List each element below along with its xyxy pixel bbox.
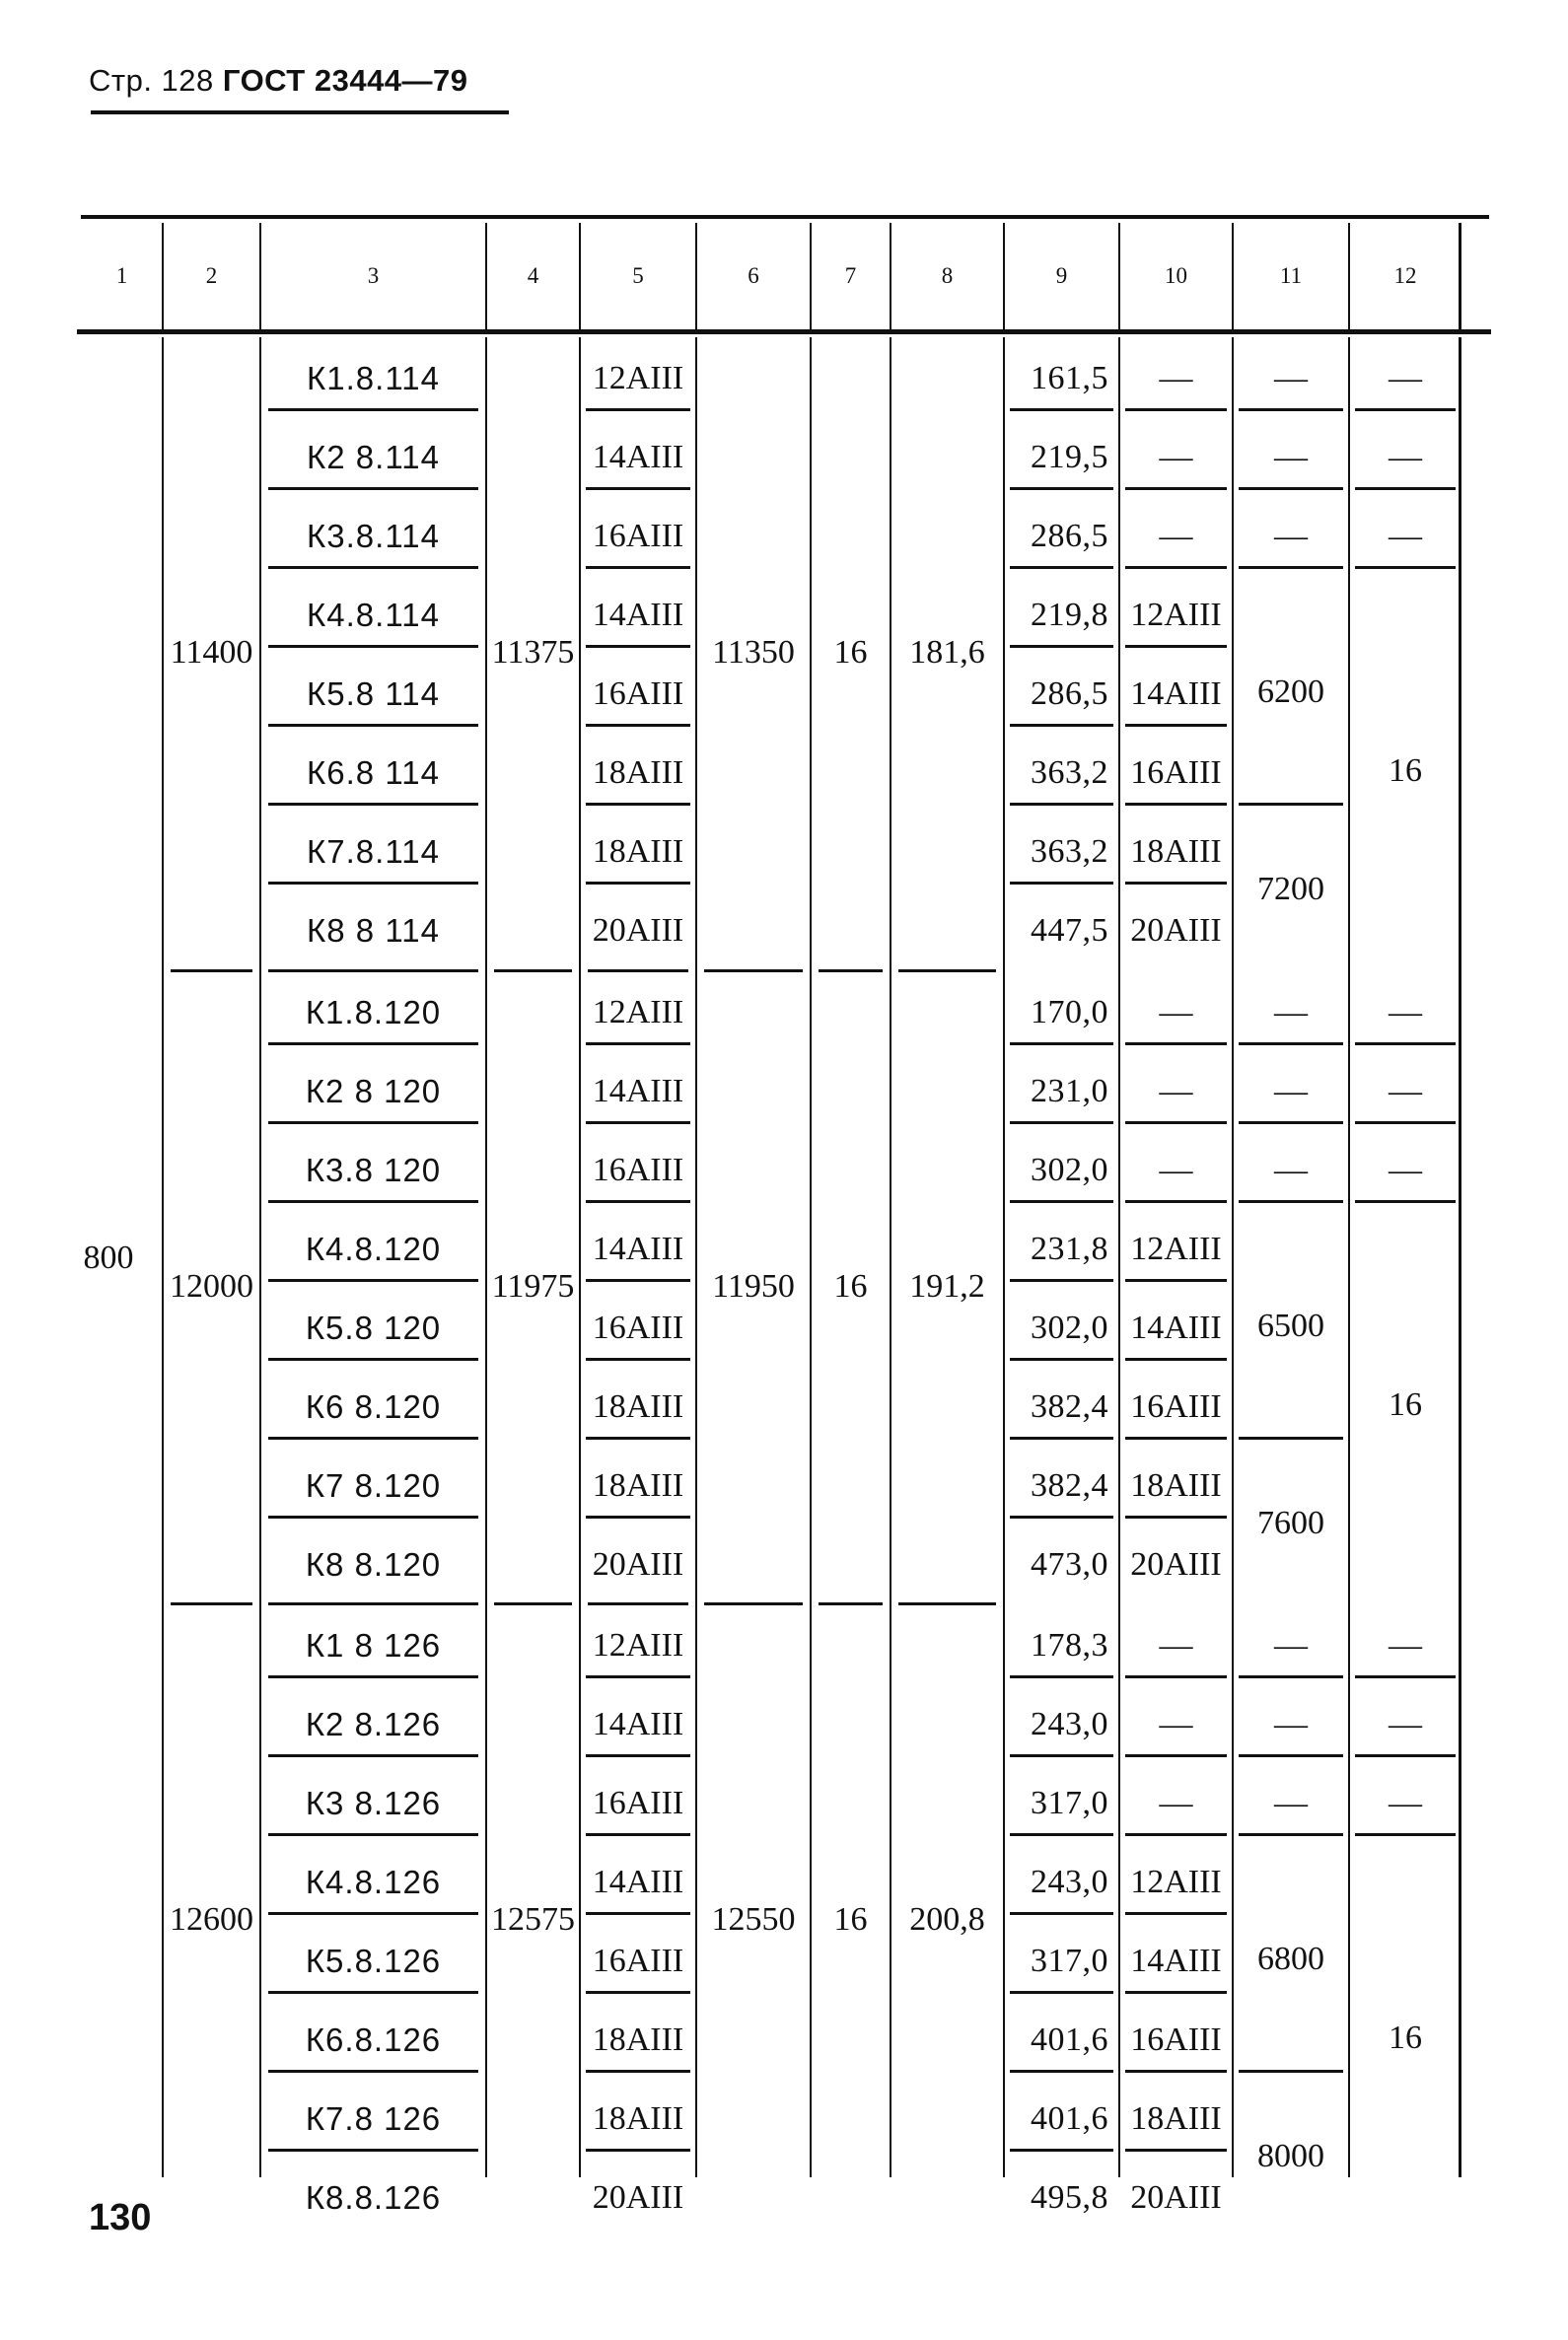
col9-value: 219,8 — [1031, 597, 1108, 633]
col10-value: 16АIII — [1130, 1388, 1222, 1425]
group-separator — [898, 1602, 996, 1605]
row-separator — [268, 566, 478, 569]
col12-value: — — [1389, 439, 1422, 475]
row-separator — [1355, 1121, 1456, 1124]
col10-value: — — [1159, 360, 1193, 396]
row-separator — [1239, 566, 1343, 569]
col11-value: 7200 — [1257, 871, 1324, 907]
col10-value: 16АIII — [1130, 2021, 1222, 2058]
row-separator — [586, 1042, 690, 1045]
row-separator — [1010, 1754, 1113, 1757]
col7-value: 16 — [833, 1268, 868, 1305]
row-separator — [1010, 2149, 1113, 2152]
col10-value: 12АIII — [1130, 1231, 1222, 1267]
row-separator — [1125, 566, 1227, 569]
row-separator — [1355, 1754, 1456, 1757]
row-separator — [586, 1675, 690, 1678]
col9-value: 363,2 — [1031, 833, 1108, 870]
element-code: К6.8 114 — [307, 754, 440, 791]
row-separator — [268, 1121, 478, 1124]
col11-value: 6800 — [1257, 1941, 1324, 1977]
row-separator — [268, 882, 478, 885]
col5-value: 20АIII — [592, 1546, 684, 1583]
column-header-3: 3 — [367, 263, 380, 288]
col5-value: 18АIII — [592, 1467, 684, 1504]
col7-value: 16 — [833, 634, 868, 671]
column-divider — [485, 337, 487, 2177]
row-separator — [268, 724, 478, 727]
col6-value: 12550 — [711, 1901, 796, 1938]
group-separator — [268, 1602, 478, 1605]
row-separator — [586, 408, 690, 411]
col9-value: 219,5 — [1031, 439, 1108, 475]
header-divider — [485, 223, 487, 329]
col9-value: 401,6 — [1031, 2021, 1108, 2058]
row-separator — [1125, 645, 1227, 648]
column-header-7: 7 — [844, 263, 857, 288]
col10-value: 20АIII — [1130, 1546, 1222, 1583]
element-code: К3 8.126 — [305, 1785, 442, 1821]
col9-value: 161,5 — [1031, 360, 1108, 396]
row-separator — [586, 2070, 690, 2073]
col10-value: — — [1159, 1627, 1193, 1664]
row-separator — [268, 1833, 478, 1836]
col10-value: 20АIII — [1130, 2179, 1222, 2216]
row-separator — [586, 724, 690, 727]
element-code: К8 8.120 — [305, 1546, 442, 1583]
col9-value: 473,0 — [1031, 1546, 1108, 1583]
header-bottom-rule — [77, 329, 1491, 334]
header-page-ref: Стр. 128 — [89, 63, 214, 98]
col5-value: 20АIII — [592, 2179, 684, 2216]
column-divider — [810, 337, 812, 2177]
header-divider — [579, 223, 581, 329]
row-separator — [586, 1991, 690, 1994]
col9-value: 302,0 — [1031, 1152, 1108, 1188]
group-separator — [494, 1602, 572, 1605]
col12-value: — — [1389, 360, 1422, 396]
col2-value: 12000 — [170, 1268, 253, 1305]
row-separator — [586, 1833, 690, 1836]
col10-value: 14АIII — [1130, 1943, 1222, 1979]
col10-value: 16АIII — [1130, 754, 1222, 791]
column-divider — [695, 337, 697, 2177]
col5-value: 18АIII — [592, 1388, 684, 1425]
group-separator — [819, 1602, 883, 1605]
col5-value: 16АIII — [592, 1310, 684, 1346]
col10-value: 14АIII — [1130, 1310, 1222, 1346]
col11-value: 7600 — [1257, 1505, 1324, 1541]
row-separator — [268, 2070, 478, 2073]
element-code: К3.8 120 — [305, 1152, 442, 1188]
element-code: К7.8 126 — [305, 2100, 442, 2137]
col4-value: 11375 — [491, 634, 575, 671]
element-code: К2 8.126 — [305, 1706, 442, 1742]
row-separator — [268, 1042, 478, 1045]
row-separator — [1125, 1833, 1227, 1836]
header-divider — [1232, 223, 1234, 329]
row-separator — [586, 1516, 690, 1519]
col11-value: 6200 — [1257, 674, 1324, 710]
group-separator — [588, 969, 688, 972]
element-code: К5.8 120 — [305, 1310, 442, 1346]
col5-value: 18АIII — [592, 754, 684, 791]
row-separator — [586, 2149, 690, 2152]
col5-value: 14АIII — [592, 1231, 684, 1267]
column-header-10: 10 — [1165, 263, 1187, 288]
element-code: К4.8.126 — [305, 1864, 442, 1900]
col12-value: 16 — [1389, 752, 1422, 789]
row-separator — [1355, 566, 1456, 569]
col5-value: 14АIII — [592, 1706, 684, 1742]
header-divider — [810, 223, 812, 329]
row-separator — [586, 566, 690, 569]
row-separator — [1010, 1358, 1113, 1361]
col5-value: 16АIII — [592, 675, 684, 712]
row-separator — [586, 1912, 690, 1915]
row-separator — [586, 882, 690, 885]
col12-value: — — [1389, 994, 1422, 1030]
row-separator — [1125, 724, 1227, 727]
column-header-2: 2 — [205, 263, 218, 288]
row-separator — [1239, 1675, 1343, 1678]
column-divider — [1232, 337, 1234, 2177]
row-separator — [1239, 1200, 1343, 1203]
col10-value: 12АIII — [1130, 597, 1222, 633]
col9-value: 170,0 — [1031, 994, 1108, 1030]
row-separator — [1239, 1042, 1343, 1045]
col11-value: — — [1274, 1706, 1308, 1742]
column-header-11: 11 — [1279, 263, 1303, 288]
row-separator — [268, 1912, 478, 1915]
column-divider — [162, 337, 164, 2177]
col12-value: — — [1389, 1706, 1422, 1742]
col2-value: 11400 — [170, 634, 253, 671]
row-separator — [586, 1279, 690, 1282]
col9-value: 231,8 — [1031, 1231, 1108, 1267]
col9-value: 495,8 — [1031, 2179, 1108, 2216]
row-separator — [1239, 408, 1343, 411]
col10-value: — — [1159, 1706, 1193, 1742]
row-separator — [1010, 1279, 1113, 1282]
col9-value: 286,5 — [1031, 675, 1108, 712]
row-separator — [1010, 1516, 1113, 1519]
row-separator — [1355, 1200, 1456, 1203]
row-separator — [1010, 487, 1113, 490]
col9-value: 243,0 — [1031, 1864, 1108, 1900]
row-separator — [1125, 1675, 1227, 1678]
row-separator — [586, 1358, 690, 1361]
row-separator — [1125, 1991, 1227, 1994]
row-separator — [1010, 1200, 1113, 1203]
col12-value: — — [1389, 1785, 1422, 1821]
group-separator — [588, 1602, 688, 1605]
header-divider — [1348, 223, 1350, 329]
element-code: К5.8.126 — [305, 1943, 442, 1979]
row-separator — [268, 1279, 478, 1282]
row-separator — [1010, 1042, 1113, 1045]
row-separator — [1239, 1833, 1343, 1836]
col11-value: 8000 — [1257, 2138, 1324, 2174]
col9-value: 286,5 — [1031, 518, 1108, 554]
row-separator — [1355, 1833, 1456, 1836]
row-separator — [586, 645, 690, 648]
col12-value: — — [1389, 518, 1422, 554]
col5-value: 12АIII — [592, 994, 684, 1030]
col8-value: 200,8 — [909, 1901, 985, 1938]
column-header-5: 5 — [632, 263, 644, 288]
col10-value: 18АIII — [1130, 1467, 1222, 1504]
table-top-rule — [81, 215, 1489, 219]
column-header-12: 12 — [1393, 263, 1417, 288]
column-header-4: 4 — [527, 263, 539, 288]
element-code: К2 8.114 — [307, 439, 440, 475]
col9-value: 317,0 — [1031, 1785, 1108, 1821]
row-separator — [1010, 724, 1113, 727]
row-separator — [1010, 1675, 1113, 1678]
row-separator — [1355, 1675, 1456, 1678]
element-code: К8.8.126 — [305, 2179, 442, 2216]
column-divider — [1118, 337, 1120, 2177]
group-separator — [171, 969, 252, 972]
row-separator — [268, 2149, 478, 2152]
col9-value: 382,4 — [1031, 1388, 1108, 1425]
column-divider — [1459, 337, 1461, 2177]
group-separator — [494, 969, 572, 972]
element-code: К1.8.114 — [307, 360, 440, 396]
column-divider — [1003, 337, 1005, 2177]
row-separator — [268, 408, 478, 411]
col9-value: 317,0 — [1031, 1943, 1108, 1979]
element-code: К4.8.114 — [307, 597, 440, 633]
header-divider — [695, 223, 697, 329]
col11-value: — — [1274, 1073, 1308, 1109]
row-separator — [1010, 2070, 1113, 2073]
row-separator — [1125, 2149, 1227, 2152]
col5-value: 16АIII — [592, 1152, 684, 1188]
row-separator — [268, 1437, 478, 1440]
row-separator — [1125, 1042, 1227, 1045]
element-code: К5.8 114 — [307, 675, 440, 712]
col5-value: 14АIII — [592, 439, 684, 475]
row-separator — [268, 803, 478, 806]
element-code: К2 8 120 — [305, 1073, 442, 1109]
column-divider — [579, 337, 581, 2177]
element-code: К1 8 126 — [305, 1627, 442, 1664]
col9-value: 382,4 — [1031, 1467, 1108, 1504]
element-code: К1.8.120 — [305, 994, 442, 1030]
row-separator — [1010, 1121, 1113, 1124]
group-separator — [268, 969, 478, 972]
group-separator — [898, 969, 996, 972]
col5-value: 20АIII — [592, 912, 684, 949]
row-separator — [1355, 1042, 1456, 1045]
row-separator — [1125, 1754, 1227, 1757]
header-divider — [162, 223, 164, 329]
row-separator — [1239, 487, 1343, 490]
row-separator — [586, 803, 690, 806]
row-separator — [1010, 1437, 1113, 1440]
col5-value: 14АIII — [592, 1864, 684, 1900]
col12-value: 16 — [1389, 1386, 1422, 1423]
group-separator — [704, 969, 803, 972]
row-separator — [1239, 2070, 1343, 2073]
row-separator — [1355, 408, 1456, 411]
row-separator — [586, 1200, 690, 1203]
header-divider — [1118, 223, 1120, 329]
col10-value: — — [1159, 1073, 1193, 1109]
col4-value: 11975 — [491, 1268, 575, 1305]
col11-value: — — [1274, 1627, 1308, 1664]
row-separator — [268, 1675, 478, 1678]
col5-value: 18АIII — [592, 2100, 684, 2137]
col9-value: 178,3 — [1031, 1627, 1108, 1664]
header-divider — [890, 223, 891, 329]
col5-value: 16АIII — [592, 1785, 684, 1821]
row-separator — [1125, 1912, 1227, 1915]
column-header-8: 8 — [941, 263, 954, 288]
element-code: К6 8.120 — [305, 1388, 442, 1425]
row-separator — [1010, 408, 1113, 411]
col5-value: 18АIII — [592, 833, 684, 870]
group-separator — [704, 1602, 803, 1605]
header-divider — [1459, 223, 1461, 329]
header-divider — [259, 223, 261, 329]
row-separator — [1125, 2070, 1227, 2073]
element-code: К7 8.120 — [305, 1467, 442, 1504]
header-standard: ГОСТ 23444—79 — [222, 63, 468, 98]
column-divider — [1348, 337, 1350, 2177]
col11-value: — — [1274, 360, 1308, 396]
col4-value: 12575 — [491, 1901, 575, 1938]
column-header-9: 9 — [1055, 263, 1068, 288]
col5-value: 12АIII — [592, 360, 684, 396]
col12-value: — — [1389, 1627, 1422, 1664]
element-code: К4.8.120 — [305, 1231, 442, 1267]
element-code: К7.8.114 — [307, 833, 440, 870]
row-separator — [268, 487, 478, 490]
row-separator — [1125, 1121, 1227, 1124]
col8-value: 181,6 — [909, 634, 985, 671]
col6-value: 11350 — [712, 634, 795, 671]
col5-value: 14АIII — [592, 597, 684, 633]
row-separator — [586, 1437, 690, 1440]
col10-value: — — [1159, 1785, 1193, 1821]
row-separator — [1239, 1754, 1343, 1757]
col10-value: — — [1159, 994, 1193, 1030]
row-separator — [268, 645, 478, 648]
row-separator — [1239, 1121, 1343, 1124]
row-separator — [268, 1754, 478, 1757]
col8-value: 191,2 — [909, 1268, 985, 1305]
element-code: К6.8.126 — [305, 2021, 442, 2058]
row-separator — [1010, 645, 1113, 648]
row-separator — [1125, 803, 1227, 806]
col1-value: 800 — [83, 1240, 134, 1276]
col10-value: 18АIII — [1130, 833, 1222, 870]
row-separator — [268, 1358, 478, 1361]
group-separator — [171, 1602, 252, 1605]
col10-value: — — [1159, 439, 1193, 475]
col10-value: — — [1159, 1152, 1193, 1188]
col9-value: 302,0 — [1031, 1310, 1108, 1346]
row-separator — [1125, 408, 1227, 411]
col11-value: — — [1274, 439, 1308, 475]
col12-value: — — [1389, 1073, 1422, 1109]
row-separator — [1010, 1991, 1113, 1994]
col5-value: 16АIII — [592, 1943, 684, 1979]
column-header-6: 6 — [748, 263, 759, 288]
element-code: К8 8 114 — [307, 912, 440, 949]
row-separator — [268, 1991, 478, 1994]
col5-value: 16АIII — [592, 518, 684, 554]
row-separator — [1125, 1516, 1227, 1519]
col9-value: 363,2 — [1031, 754, 1108, 791]
col9-value: 447,5 — [1031, 912, 1108, 949]
row-separator — [586, 1754, 690, 1757]
element-code: К3.8.114 — [307, 518, 440, 554]
header-divider — [1003, 223, 1005, 329]
row-separator — [1239, 1437, 1343, 1440]
col10-value: 20АIII — [1130, 912, 1222, 949]
column-header-1: 1 — [115, 263, 128, 288]
row-separator — [1010, 566, 1113, 569]
row-separator — [1125, 1358, 1227, 1361]
row-separator — [1239, 803, 1343, 806]
row-separator — [586, 487, 690, 490]
col11-value: — — [1274, 1152, 1308, 1188]
col6-value: 11950 — [712, 1268, 795, 1305]
row-separator — [1125, 1200, 1227, 1203]
col9-value: 401,6 — [1031, 2100, 1108, 2137]
page-number: 130 — [89, 2197, 152, 2238]
row-separator — [1010, 882, 1113, 885]
row-separator — [1125, 1279, 1227, 1282]
row-separator — [1010, 1912, 1113, 1915]
row-separator — [268, 1516, 478, 1519]
group-separator — [819, 969, 883, 972]
col7-value: 16 — [833, 1901, 868, 1938]
col5-value: 14АIII — [592, 1073, 684, 1109]
col10-value: 12АIII — [1130, 1864, 1222, 1900]
column-divider — [890, 337, 891, 2177]
column-divider — [259, 337, 261, 2177]
row-separator — [1010, 803, 1113, 806]
row-separator — [1125, 882, 1227, 885]
row-separator — [1125, 1437, 1227, 1440]
col10-value: 18АIII — [1130, 2100, 1222, 2137]
col5-value: 18АIII — [592, 2021, 684, 2058]
col10-value: 14АIII — [1130, 675, 1222, 712]
row-separator — [268, 1200, 478, 1203]
col9-value: 231,0 — [1031, 1073, 1108, 1109]
col2-value: 12600 — [170, 1901, 253, 1938]
col12-value: — — [1389, 1152, 1422, 1188]
col12-value: 16 — [1389, 2020, 1422, 2056]
col9-value: 243,0 — [1031, 1706, 1108, 1742]
col11-value: 6500 — [1257, 1308, 1324, 1344]
col5-value: 12АIII — [592, 1627, 684, 1664]
col11-value: — — [1274, 994, 1308, 1030]
col11-value: — — [1274, 518, 1308, 554]
col11-value: — — [1274, 1785, 1308, 1821]
row-separator — [1125, 487, 1227, 490]
col10-value: — — [1159, 518, 1193, 554]
row-separator — [586, 1121, 690, 1124]
row-separator — [1010, 1833, 1113, 1836]
row-separator — [1355, 487, 1456, 490]
